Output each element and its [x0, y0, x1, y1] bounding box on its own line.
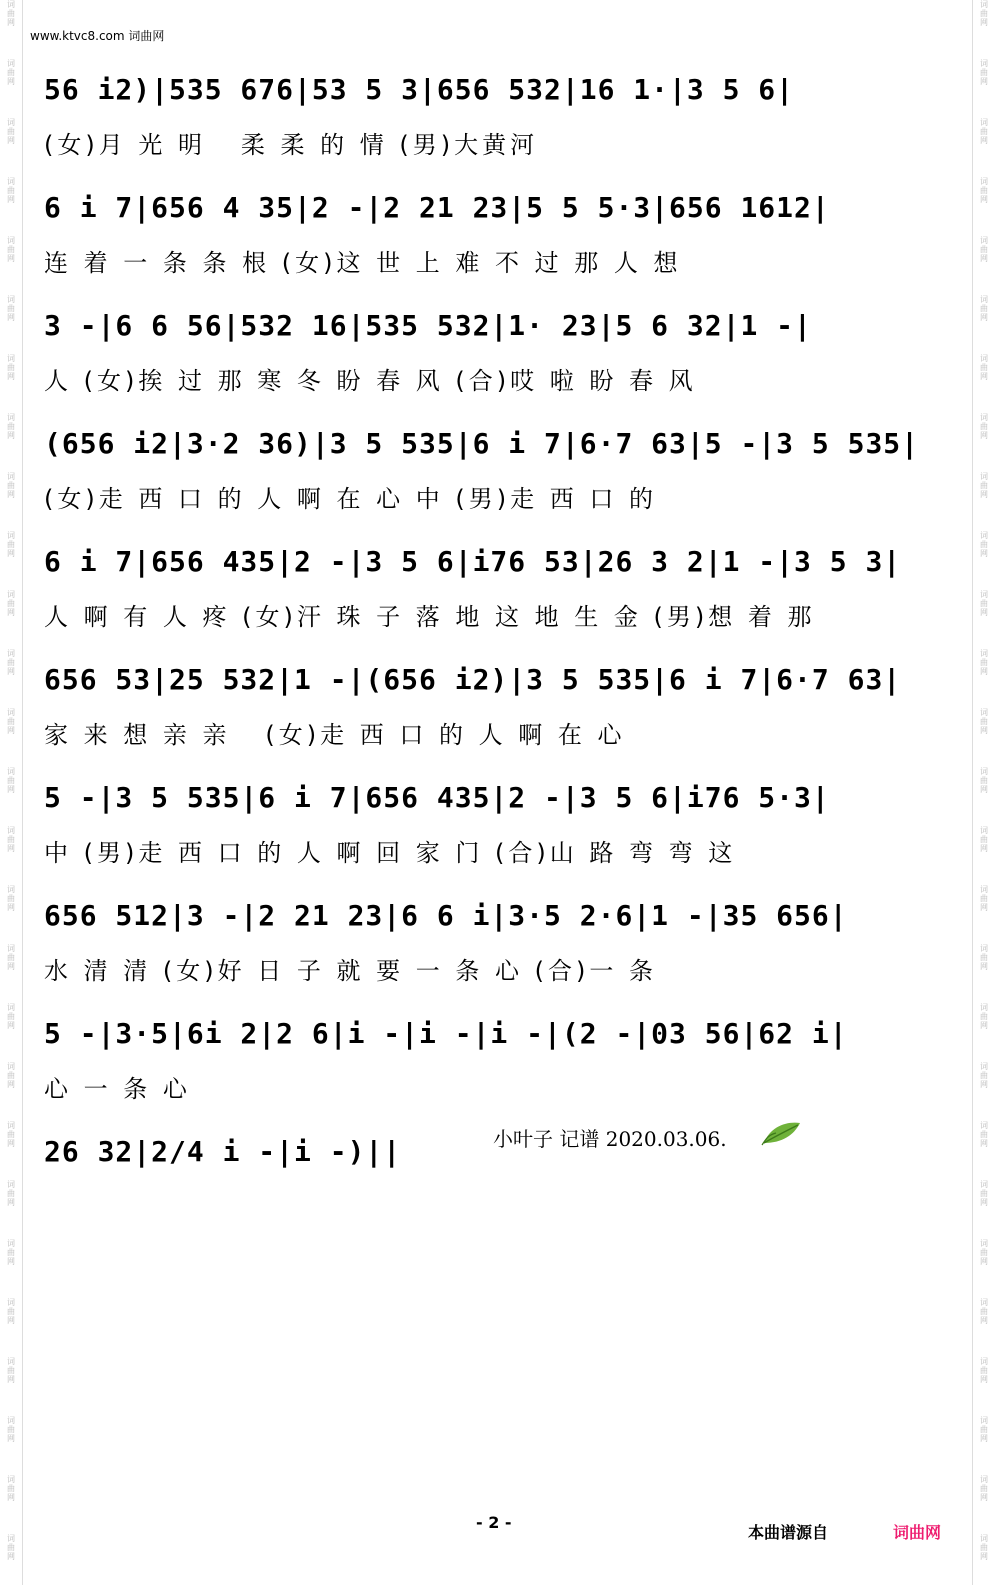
watermark-text: 词 曲 网 [7, 1357, 15, 1384]
watermark-text: 词 曲 网 [980, 708, 988, 735]
page-number: - 2 - [476, 1513, 512, 1532]
watermark-text: 词 曲 网 [7, 944, 15, 971]
watermark-text: 词 曲 网 [7, 0, 15, 27]
watermark-text: 词 曲 网 [980, 354, 988, 381]
left-watermark-strip [0, 0, 23, 1585]
watermark-text: 词 曲 网 [7, 885, 15, 912]
watermark-text: 词 曲 网 [7, 1416, 15, 1443]
notation-line: 56 i2)|535 676|53 5 3|656 532|16 1·|3 5 6| [44, 72, 795, 106]
watermark-text: 词 曲 网 [980, 177, 988, 204]
watermark-text: 词 曲 网 [980, 590, 988, 617]
watermark-text: 词 曲 网 [980, 1239, 988, 1266]
watermark-text: 词 曲 网 [980, 236, 988, 263]
watermark-text: 词 曲 网 [7, 1121, 15, 1148]
watermark-text: 词 曲 网 [980, 1180, 988, 1207]
watermark-text: 词 曲 网 [7, 472, 15, 499]
watermark-text: 词 曲 网 [980, 826, 988, 853]
leaf-icon [760, 1117, 804, 1147]
watermark-text: 词 曲 网 [7, 236, 15, 263]
watermark-text: 词 曲 网 [7, 590, 15, 617]
watermark-text: 词 曲 网 [980, 295, 988, 322]
watermark-text: 词 曲 网 [980, 1062, 988, 1089]
watermark-text: 词 曲 网 [980, 1416, 988, 1443]
watermark-text: 词 曲 网 [7, 1180, 15, 1207]
notation-line: 26 32|2/4 i -|i -)|| [44, 1134, 402, 1168]
watermark-text: 词 曲 网 [980, 885, 988, 912]
watermark-text: 词 曲 网 [980, 472, 988, 499]
lyrics-line: 中 (男)走 西 口 的 人 啊 回 家 门 (合)山 路 弯 弯 这 [44, 839, 737, 867]
notation-line: 5 -|3·5|6i 2|2 6|i -|i -|i -|(2 -|03 56|62 i| [44, 1016, 848, 1050]
right-watermark-strip [972, 0, 995, 1585]
watermark-text: 词 曲 网 [980, 413, 988, 440]
lyrics-line: (女)月 光 明 柔 柔 的 情 (男)大黄河 [44, 131, 539, 159]
score-row [44, 55, 939, 173]
notation-line: 656 53|25 532|1 -|(656 i2)|3 5 535|6 i 7|6·7 63| [44, 662, 902, 696]
watermark-text: 词 曲 网 [980, 944, 988, 971]
watermark-text: 词 曲 网 [7, 1475, 15, 1502]
watermark-text: 词 曲 网 [7, 531, 15, 558]
watermark-text: 词 曲 网 [7, 354, 15, 381]
watermark-text: 词 曲 网 [7, 1062, 15, 1089]
watermark-text: 词 曲 网 [980, 1121, 988, 1148]
score-row [44, 881, 939, 999]
score-row [44, 173, 939, 291]
score-row [44, 763, 939, 881]
watermark-text: 词 曲 网 [980, 1298, 988, 1325]
watermark-text: 词 曲 网 [7, 1298, 15, 1325]
watermark-text: 词 曲 网 [7, 1003, 15, 1030]
source-name: 词曲网 [893, 1523, 942, 1542]
watermark-text: 词 曲 网 [980, 59, 988, 86]
site-url: www.ktvc8.com 词曲网 [30, 29, 165, 43]
watermark-text: 词 曲 网 [7, 708, 15, 735]
score-row [44, 527, 939, 645]
watermark-text: 词 曲 网 [980, 649, 988, 676]
score-row [44, 291, 939, 409]
score-row [44, 1117, 939, 1235]
score-row [44, 409, 939, 527]
notation-line: 656 512|3 -|2 21 23|6 6 i|3·5 2·6|1 -|35 656| [44, 898, 848, 932]
watermark-text: 词 曲 网 [7, 649, 15, 676]
watermark-text: 词 曲 网 [7, 1534, 15, 1561]
watermark-text: 词 曲 网 [980, 1534, 988, 1561]
watermark-text: 词 曲 网 [980, 0, 988, 27]
watermark-text: 词 曲 网 [980, 767, 988, 794]
watermark-text: 词 曲 网 [980, 1357, 988, 1384]
lyrics-line [44, 1187, 939, 1217]
score-row [44, 645, 939, 763]
watermark-text: 词 曲 网 [7, 295, 15, 322]
watermark-text: 词 曲 网 [980, 1475, 988, 1502]
watermark-text: 词 曲 网 [7, 177, 15, 204]
notation-line: 6 i 7|656 4 35|2 -|2 21 23|5 5 5·3|656 1612| [44, 190, 830, 224]
notation-line: 5 -|3 5 535|6 i 7|656 435|2 -|3 5 6|i76 5·3| [44, 780, 830, 814]
score-sheet [44, 55, 939, 1235]
lyrics-line: 家 来 想 亲 亲 (女)走 西 口 的 人 啊 在 心 [44, 721, 626, 749]
lyrics-line: 水 清 清 (女)好 日 子 就 要 一 条 心 (合)一 条 [44, 957, 657, 985]
notation-line: 3 -|6 6 56|532 16|535 532|1· 23|5 6 32|1 -| [44, 308, 812, 342]
lyrics-line: 连 着 一 条 条 根 (女)这 世 上 难 不 过 那 人 想 [44, 249, 682, 277]
notation-line: 6 i 7|656 435|2 -|3 5 6|i76 53|26 3 2|1 -|3 5 3| [44, 544, 902, 578]
watermark-text: 词 曲 网 [7, 767, 15, 794]
lyrics-line: 心 一 条 心 [44, 1075, 191, 1103]
watermark-text: 词 曲 网 [7, 59, 15, 86]
transcriber-credit: 小叶子 记谱 2020.03.06. [493, 1127, 727, 1151]
score-row [44, 999, 939, 1117]
lyrics-line: 人 啊 有 人 疼 (女)汗 珠 子 落 地 这 地 生 金 (男)想 着 那 [44, 603, 816, 631]
watermark-text: 词 曲 网 [7, 118, 15, 145]
watermark-text: 词 曲 网 [980, 531, 988, 558]
lyrics-line: (女)走 西 口 的 人 啊 在 心 中 (男)走 西 口 的 [44, 485, 657, 513]
source-label: 本曲谱源自 [748, 1523, 829, 1542]
watermark-text: 词 曲 网 [7, 1239, 15, 1266]
watermark-text: 词 曲 网 [7, 413, 15, 440]
watermark-text: 词 曲 网 [7, 826, 15, 853]
watermark-text: 词 曲 网 [980, 118, 988, 145]
watermark-text: 词 曲 网 [980, 1003, 988, 1030]
lyrics-line: 人 (女)挨 过 那 寒 冬 盼 春 风 (合)哎 啦 盼 春 风 [44, 367, 697, 395]
notation-line: (656 i2|3·2 36)|3 5 535|6 i 7|6·7 63|5 -|3 5 535| [44, 426, 920, 460]
